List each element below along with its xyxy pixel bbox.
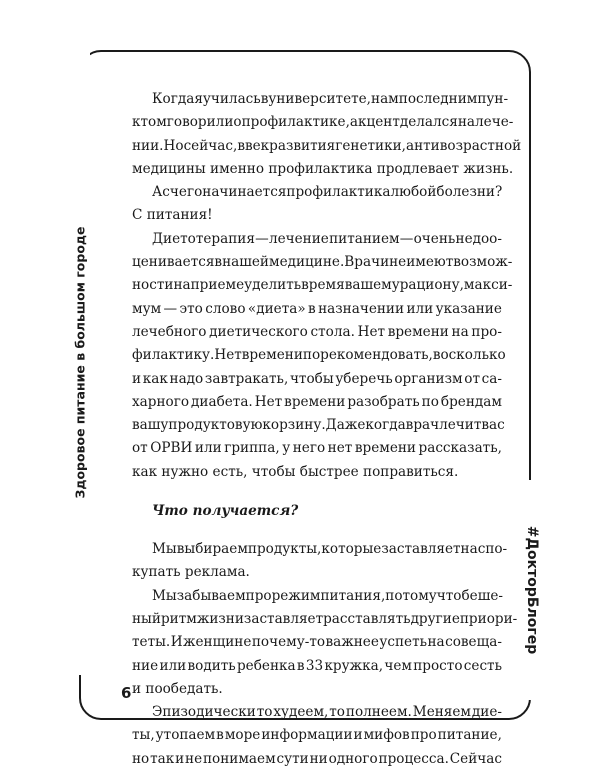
text-line: Мы забываем про режим питания, потому что беше- <box>152 587 504 604</box>
text-line: Когда я училась в университете, нам последним пун- <box>152 91 509 107</box>
text-line: но так и не понимаем сути ни одного процесса. Сейчас <box>132 750 502 767</box>
running-head <box>70 50 90 675</box>
text-line: ние или водить ребенка в 33 кружка, чем просто сесть <box>132 657 502 674</box>
text-line: харного диабета. Нет времени разобрать по брендам <box>132 393 502 410</box>
body-text <box>132 88 522 771</box>
side-tag <box>522 480 542 700</box>
text-line: лечебного диетического стола. Нет времени на про- <box>132 323 502 340</box>
section-heading: Что получается? <box>152 503 299 520</box>
text-line: от ОРВИ или гриппа, у него нет времени рассказать, <box>132 440 502 457</box>
text-line: мум — это слово «диета» в назначении или указание <box>132 300 502 317</box>
text-line: и пообедать. <box>132 680 223 697</box>
text-line: как нужно есть, чтобы быстрее поправиться. <box>132 463 459 480</box>
text-line: ности на приеме уделить время вашему рациону, макси- <box>132 277 513 294</box>
text-line: Диетотерапия — лечение питанием — очень недоо- <box>152 230 502 247</box>
text-line: теты. И женщине почему-то важнее успеть на совеща- <box>132 634 502 651</box>
running-head-text: Здоровое питание в большом городе <box>72 226 88 499</box>
text-line: вашу продуктовую корзину. Даже когда врач лечит вас <box>132 417 505 434</box>
text-line: нии. Но сейчас, в век развития генетики, антивозрастной <box>132 137 522 154</box>
text-line: ный ритм жизни заставляет расставлять другие приори- <box>132 610 518 627</box>
text-line: С питания! <box>132 207 213 224</box>
text-line: и как надо завтракать, чтобы уберечь организм от са- <box>132 370 502 387</box>
text-line: ктом говорили о профилактике, акцент делался на лече- <box>132 114 514 131</box>
text-line: медицины именно профилактика продлевает жизнь. <box>132 160 514 177</box>
text-line: купать реклама. <box>132 564 250 581</box>
text-line: А с чего начинается профилактика любой болезни? <box>152 184 503 201</box>
text-line: Мы выбираем продукты, которые заставляет нас по- <box>152 541 508 558</box>
text-line: ценивается в нашей медицине. Врачи не имеют возмож- <box>132 254 513 271</box>
page-number: 6 <box>117 684 135 702</box>
text-line: филактику. Нет времени порекомендовать, во сколько <box>132 347 506 364</box>
text-line: ты, утопаем в море информации и мифов про питание, <box>132 727 502 744</box>
side-tag-text: #ДокторБлогер <box>524 525 541 655</box>
text-line: Эпизодически то худеем, то полнеем. Меняем дие- <box>152 704 502 721</box>
